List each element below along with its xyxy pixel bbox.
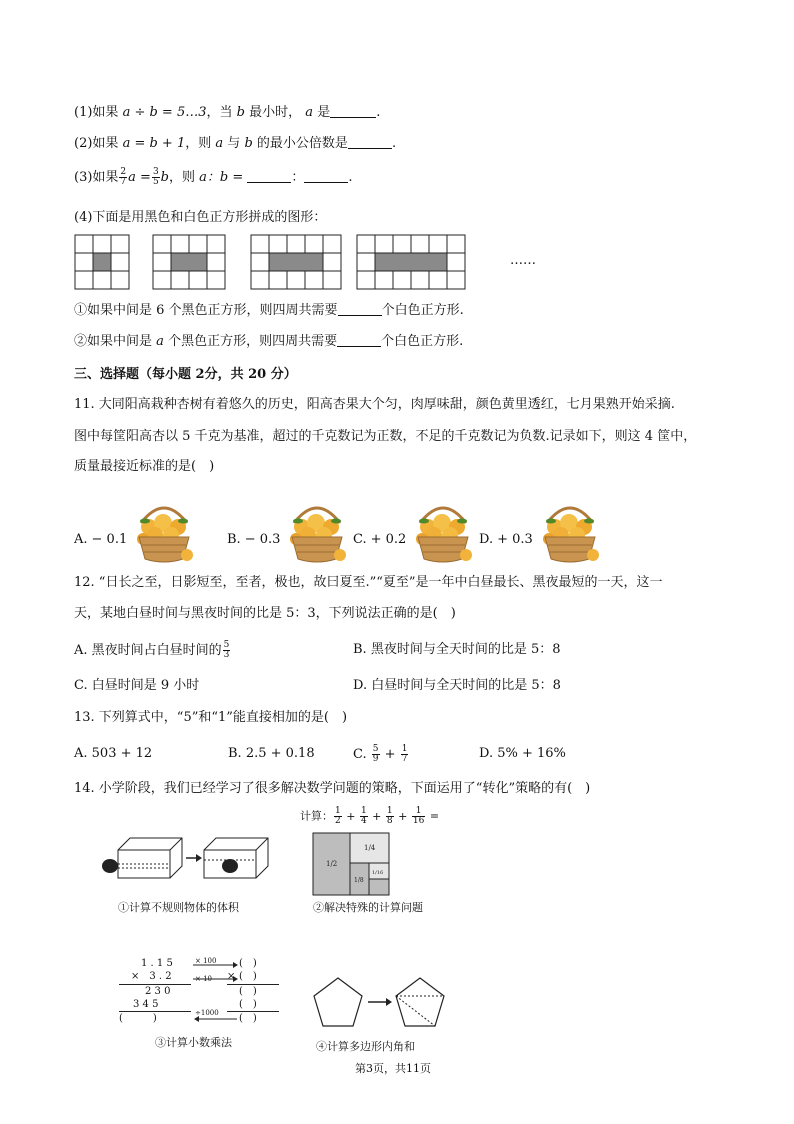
q10-p2-var-b: b [244,136,253,151]
q10-part3 [74,168,353,187]
mult-row1: 1 . 1 5 [141,958,173,969]
q10-p1-var-a: a [305,105,314,120]
pattern-3 [251,235,341,289]
q10-p2-tail: 的最小公倍数是 [256,136,348,151]
q10-p1-var-b: b [236,105,245,120]
frac-den: 4 [360,816,367,826]
q10-p3-ratio: a：b = [199,170,244,185]
q14-stem: 14. 小学阶段，我们已经学习了很多解决数学问题的策略，下面运用了“转化”策略的有( ) [74,781,591,796]
q10-part2 [74,135,396,153]
frac-num: 1 [412,807,425,817]
q10-p2-var-a: a [215,136,224,151]
frac-num: 1 [360,806,367,816]
caption-polygon: ④计算多边形内角和 [316,1040,415,1053]
frac-den: 3 [223,650,230,660]
q13-option-c[interactable] [353,745,409,764]
q10-p2-expr: a = b + 1 [122,136,186,151]
q11-line3: 质量最接近标准的是( ) [74,459,215,474]
black-squares [375,253,447,271]
black-squares [269,253,323,271]
option-label: D. [479,532,494,547]
frac-num: 3 [152,167,159,177]
q12-option-a-text: A. 黑夜时间占白昼时间的 [74,643,222,658]
q11-option-d[interactable] [479,515,601,565]
pentagon-shape [314,978,362,1026]
frac-den: 9 [372,754,379,764]
figure-polygon [310,974,460,1034]
q10-p4-label: (4)下面是用黑色和白色正方形拼成的图形： [74,210,327,225]
plus-sign: + [342,809,359,823]
paren-4: ( ) [239,999,257,1010]
q10-p3-colon: ： [291,170,305,185]
answer-blank[interactable] [304,170,348,183]
caption-calculation: ②解决特殊的计算问题 [313,901,423,914]
q10-p2-and: 与 [227,136,241,151]
q10-part4-sub2 [74,333,463,351]
figure-decimal-multiplication [115,957,285,1027]
caption-volume: ①计算不规则物体的体积 [118,901,239,914]
q10-p2-dot: . [391,136,397,151]
q12-line2: 天，某地白昼时间与黑夜时间的比是 5：3，下列说法正确的是( ) [74,606,456,621]
arrow-icon [196,854,202,862]
q10-p1-mid: ，当 [206,105,233,120]
plus-sign: + [368,809,385,823]
q12-option-c[interactable]: C. 白昼时间是 9 小时 [74,678,200,693]
fraction [386,807,394,826]
frac-num: 1 [401,744,408,754]
mult-arrows [191,957,241,1027]
q10-sub1-tail: 个白色正方形. [381,303,464,318]
circled-1: ① [74,303,88,318]
q10-sub1-text: 如果中间是 6 个黑色正方形，则四周共需要 [87,303,338,318]
svg-text:1/8: 1/8 [354,877,364,884]
pattern-2 [153,235,225,289]
fraction [119,168,127,187]
q13-option-a[interactable]: A. 503 + 12 [74,746,153,761]
option-value: + 0.3 [497,532,533,547]
fraction [334,807,342,826]
label-times10: × 10 [195,975,212,983]
q10-p2-label: (2)如果 [74,136,119,151]
mult-row5: ( ) [119,1013,157,1024]
fraction [360,807,368,826]
q11-option-b[interactable] [227,515,348,565]
fraction [223,641,231,660]
option-value: + 0.2 [370,532,407,547]
section-3-title: 三、选择题（每小题 2分，共 20 分） [74,367,297,382]
page-footer: 第3页，共11页 [355,1062,431,1075]
svg-text:1/16: 1/16 [372,870,384,876]
paren-5: ( ) [239,1013,257,1024]
label-times100: × 100 [195,957,217,965]
frac-den: 8 [386,816,393,826]
option-value: − 0.1 [91,532,128,547]
apricot-basket-icon [133,499,195,565]
q10-sub2-text: 个黑色正方形，则四周共需要 [168,334,338,349]
q11-line1: 11. 大同阳高栽种杏树有着悠久的历史，阳高杏果大个匀，肉厚味甜，颜色黄里透红，七月果熟开始采摘. [74,397,675,412]
q13-option-d[interactable]: D. 5% + 16% [479,746,566,761]
q10-sub2-pre: 如果中间是 [87,334,153,349]
option-label: A. [74,532,88,547]
q10-p1-dot: . [376,105,381,120]
q10-p1-expr: a ÷ b = 5…3 [122,105,207,120]
mult-row4: 3 4 5 [133,999,159,1010]
frac-den: 7 [401,754,408,764]
answer-blank[interactable] [247,170,291,183]
q10-p1-tail: 最小时， [249,105,302,120]
q12-option-d[interactable]: D. 白昼时间与全天时间的比是 5：8 [353,678,561,693]
pattern-4 [357,235,465,289]
caption-multiplication: ③计算小数乘法 [155,1036,232,1049]
q13-option-c-label: C. [353,747,367,762]
apricot-basket-icon [286,499,348,565]
answer-blank[interactable] [348,136,392,149]
q14-calc-expression [300,807,439,826]
frac-num: 1 [335,806,341,816]
figure-square-division [312,832,392,896]
q11-line2: 图中每筐阳高杏以 5 千克为基准，超过的千克数记为正数，不足的千克数记为负数.记录如下，则这 4 筐中， [74,429,697,444]
equals-sign: = [429,809,440,823]
fraction [412,807,425,826]
option-value: − 0.3 [244,532,281,547]
answer-blank[interactable] [338,303,382,316]
q10-p2-mid: ，则 [185,136,212,151]
frac-den: 2 [335,816,341,826]
answer-blank[interactable] [330,105,376,118]
pattern-ellipsis: …… [510,253,536,268]
fraction [401,745,409,764]
q10-part1 [74,104,380,122]
q10-p1-label: (1)如果 [74,105,119,120]
q11-option-c[interactable] [353,515,474,565]
option-label: C. [353,532,367,547]
frac-num: 5 [372,744,379,754]
black-square [93,253,111,271]
black-squares [171,253,207,271]
paren-1: ( ) [239,958,257,969]
frac-num: 5 [223,640,230,650]
arrow-icon [386,998,392,1006]
frac-den: 16 [412,816,425,826]
label-div1000: ÷1000 [195,1009,219,1017]
svg-text:1/4: 1/4 [364,844,376,852]
circled-2: ② [74,334,88,349]
plus-sign: + [394,809,411,823]
frac-num: 1 [386,806,393,816]
q10-sub2-var: a [156,334,164,349]
q10-p3-mid: ，则 [169,170,196,185]
q13-option-b[interactable]: B. 2.5 + 0.18 [228,746,315,761]
q12-option-a[interactable] [74,641,231,660]
irregular-object [102,859,118,873]
fraction [372,745,380,764]
q12-option-b[interactable]: B. 黑夜时间与全天时间的比是 5：8 [353,642,561,657]
q10-p3-b: b [160,170,169,185]
q10-p3-label: (3)如果 [74,170,119,185]
square-pattern-figures [74,234,474,292]
answer-blank[interactable] [337,334,381,347]
q10-p1-end: 是 [317,105,331,120]
q10-part4-sub1 [74,302,464,320]
apricot-basket-icon [539,499,601,565]
q13-stem: 13. 下列算式中，“5”和“1”能直接相加的是( ) [74,710,348,725]
frac-num: 2 [120,167,127,177]
plus-sign: + [384,747,396,762]
calc-label: 计算： [300,809,333,823]
cross-sign: × [227,971,236,982]
pattern-1 [75,235,129,289]
frac-den: 7 [120,177,127,187]
svg-text:1/2: 1/2 [326,860,338,868]
calc-fractions [333,806,426,826]
fraction [152,168,160,187]
paren-3: ( ) [239,986,257,997]
frac-den: 5 [152,177,159,187]
q10-part4-label [74,209,326,227]
q11-option-a[interactable] [74,515,195,565]
q10-sub2-tail: 个白色正方形. [381,334,464,349]
q12-line1: 12. “日长之至，日影短至，至者，极也，故曰夏至.”“夏至”是一年中白昼最长、黑夜最短的一天，这一 [74,575,663,590]
paren-2: ( ) [239,971,257,982]
q10-p3-dot: . [348,170,353,185]
figure-volume [100,832,280,892]
apricot-basket-icon [412,499,474,565]
q10-p3-a: a = [128,170,151,185]
mult-row3: 2 3 0 [145,986,171,997]
mult-row2: × 3 . 2 [131,971,172,982]
option-label: B. [227,532,241,547]
